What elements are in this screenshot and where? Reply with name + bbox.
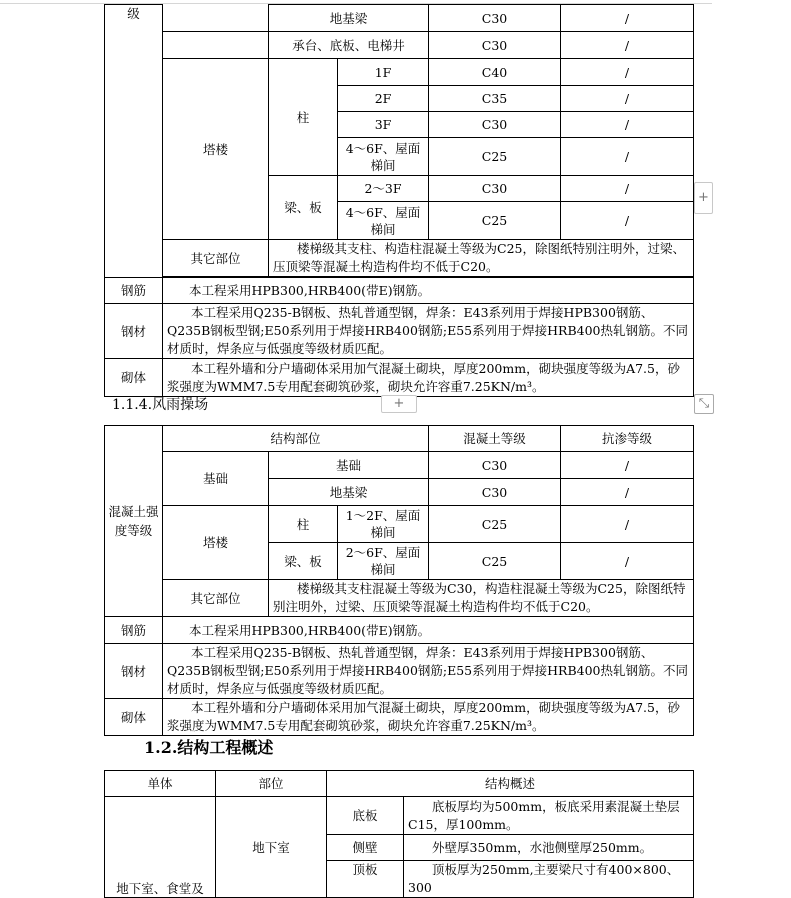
grade-cell: C40: [429, 59, 561, 86]
floor-cell: 2～3F: [338, 176, 429, 202]
header-grade: 混凝土等级: [429, 426, 561, 452]
seep-cell: /: [561, 138, 694, 176]
add-row-button[interactable]: +: [694, 182, 713, 214]
floor-cell: 2～6F、屋面梯间: [338, 543, 429, 580]
rebar-text: 本工程采用HPB300,HRB400(带E)钢筋。: [163, 617, 694, 644]
steel-label: 钢材: [105, 644, 163, 699]
part-cell: 地基梁: [269, 5, 429, 32]
item-name: 顶板: [327, 861, 404, 898]
floor-cell: 2F: [338, 86, 429, 112]
grade-cell: C30: [429, 479, 561, 506]
item-desc: 底板厚均为500mm，板底采用素混凝土垫层C15，厚100mm。: [404, 797, 694, 835]
header-part: 部位: [216, 771, 327, 797]
other-parts-text: 楼梯级其支柱混凝土等级为C30，构造柱混凝土等级为C25，除图纸特别注明外，过梁、压顶梁等混凝土构造构件均不低于C20。: [269, 580, 694, 617]
steel-text: 本工程采用Q235-B钢板、热轧普通型钢，焊条：E43系列用于焊接HPB300钢筋、Q235B钢板型钢;E50系列用于焊接HRB400钢筋;E55系列用于焊接HRB400热轧钢筋。不同材质时，焊条应与低强度等级材质匹配。: [163, 304, 694, 359]
grade-cell: C30: [429, 176, 561, 202]
grade-cell: C25: [429, 506, 561, 543]
item-desc: 顶板厚为250mm,主要梁尺寸有400×800、300: [404, 861, 694, 898]
seep-cell: /: [561, 86, 694, 112]
part-cell: 地基梁: [269, 479, 429, 506]
header-desc: 结构概述: [327, 771, 694, 797]
seep-cell: /: [561, 5, 694, 32]
header-unit: 单体: [105, 771, 216, 797]
masonry-label: 砌体: [105, 699, 163, 736]
other-parts-label: 其它部位: [163, 580, 269, 617]
part-cell: 基础: [269, 452, 429, 479]
concrete-grade-label: 混凝土强度等级: [105, 426, 163, 617]
beam-slab-label: 梁、板: [269, 543, 338, 580]
grade-cell: C30: [429, 32, 561, 59]
grade-cell: C30: [429, 5, 561, 32]
rebar-label: 钢筋: [105, 278, 163, 304]
section-heading-1-1-4: 1.1.4.风雨操场: [112, 397, 209, 413]
steel-label: 钢材: [105, 304, 163, 359]
grade-cell: C35: [429, 86, 561, 112]
tower-label: 塔楼: [163, 506, 269, 580]
floor-cell: 4～6F、屋面梯间: [338, 138, 429, 176]
resize-table-button[interactable]: ⤡: [694, 394, 714, 414]
floor-cell: 1～2F、屋面梯间: [338, 506, 429, 543]
grade-cell: C30: [429, 452, 561, 479]
grade-cell: C25: [429, 138, 561, 176]
seep-cell: /: [561, 506, 694, 543]
beam-slab-label: 梁、板: [269, 176, 338, 240]
concrete-grade-label: 级: [105, 5, 163, 278]
rebar-label: 钢筋: [105, 617, 163, 644]
seep-cell: /: [561, 176, 694, 202]
structure-overview-table: [104, 770, 694, 898]
seep-cell: /: [561, 59, 694, 86]
masonry-label: 砌体: [105, 359, 163, 397]
grade-cell: C30: [429, 112, 561, 138]
grade-cell: C25: [429, 543, 561, 580]
floor-cell: 1F: [338, 59, 429, 86]
item-name: 底板: [327, 797, 404, 835]
steel-text: 本工程采用Q235-B钢板、热轧普通型钢，焊条：E43系列用于焊接HPB300钢筋、Q235B钢板型钢;E50系列用于焊接HRB400钢筋;E55系列用于焊接HRB400热轧钢筋。不同材质时，焊条应与低强度等级材质匹配。: [163, 644, 694, 699]
header-part: 结构部位: [163, 426, 429, 452]
seep-cell: /: [561, 452, 694, 479]
part-label: 地下室: [216, 797, 327, 898]
floor-cell: 4～6F、屋面梯间: [338, 202, 429, 240]
grade-cell: C25: [429, 202, 561, 240]
gym-concrete-table: [104, 425, 694, 736]
header-seep: 抗渗等级: [561, 426, 694, 452]
other-parts-label: 其它部位: [163, 240, 269, 277]
item-name: 侧壁: [327, 835, 404, 861]
seep-cell: /: [561, 543, 694, 580]
column-label: 柱: [269, 59, 338, 176]
floor-cell: 3F: [338, 112, 429, 138]
seep-cell: /: [561, 112, 694, 138]
item-desc: 外壁厚350mm，水池侧壁厚250mm。: [404, 835, 694, 861]
part-cell: 承台、底板、电梯井: [269, 32, 429, 59]
masonry-text: 本工程外墙和分户墙砌体采用加气混凝土砌块，厚度200mm，砌块强度等级为A7.5，砂浆强度为WMM7.5专用配套砌筑砂浆，砌块允许容重7.25KN/m³。: [163, 699, 694, 736]
foundation-label: 基础: [163, 452, 269, 506]
rebar-text: 本工程采用HPB300,HRB400(带E)钢筋。: [163, 278, 694, 304]
tower-concrete-table: [104, 4, 694, 397]
masonry-text: 本工程外墙和分户墙砌体采用加气混凝土砌块，厚度200mm，砌块强度等级为A7.5，砂浆强度为WMM7.5专用配套砌筑砂浆，砌块允许容重7.25KN/m³。: [163, 359, 694, 397]
seep-cell: /: [561, 32, 694, 59]
unit-label: 地下室、食堂及: [105, 797, 216, 898]
tower-label: 塔楼: [163, 59, 269, 240]
column-label: 柱: [269, 506, 338, 543]
section-heading-1-2: 1.2.结构工程概述: [144, 738, 274, 757]
other-parts-text: 楼梯级其支柱、构造柱混凝土等级为C25，除图纸特别注明外，过梁、压顶梁等混凝土构造构件均不低于C20。: [269, 240, 694, 277]
add-column-button[interactable]: +: [381, 395, 417, 413]
seep-cell: /: [561, 479, 694, 506]
seep-cell: /: [561, 202, 694, 240]
